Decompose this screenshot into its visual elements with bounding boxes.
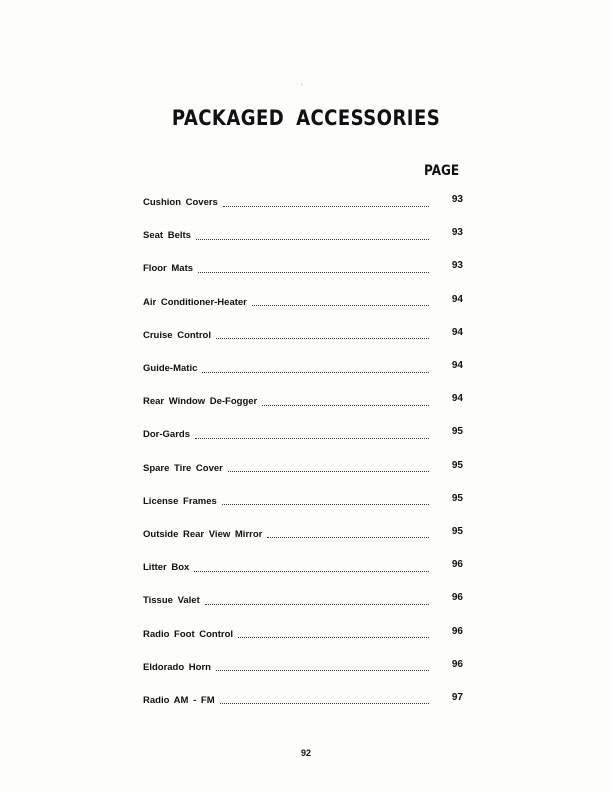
toc-entry-label: Cushion Covers: [143, 197, 218, 209]
toc-entry: [143, 452, 463, 485]
page-title: PACKAGED ACCESSORIES: [171, 106, 441, 130]
toc-entry-page: 94: [451, 326, 463, 338]
toc-entry-page: 94: [451, 393, 463, 405]
toc-entry: [143, 219, 463, 252]
table-of-contents: [143, 186, 463, 717]
toc-entry-label: Floor Mats: [143, 263, 194, 275]
toc-entry-label: Dor-Gards: [143, 429, 190, 441]
toc-entry: [143, 319, 463, 352]
toc-entry-label: License Frames: [143, 495, 217, 507]
toc-entry-page: 95: [451, 426, 463, 438]
toc-entry-page: 96: [451, 559, 463, 571]
toc-entry: [143, 286, 463, 319]
toc-entry: [143, 385, 463, 418]
toc-entry: [143, 684, 463, 717]
toc-entry-page: 95: [451, 525, 463, 537]
dot-leader: [262, 404, 429, 406]
toc-entry-label: Guide-Matic: [143, 363, 198, 375]
toc-entry-page: 93: [451, 227, 463, 239]
toc-entry-label: Outside Rear View Mirror: [143, 528, 263, 540]
page-column-header: PAGE: [424, 163, 460, 179]
dot-leader: [267, 536, 429, 538]
toc-entry: [143, 485, 463, 518]
toc-entry-page: 93: [451, 260, 463, 272]
dot-leader: [252, 304, 429, 306]
toc-entry-label: Spare Tire Cover: [143, 462, 223, 474]
toc-entry-label: Radio AM - FM: [143, 694, 215, 706]
dot-leader: [205, 603, 429, 605]
toc-entry-label: Seat Belts: [143, 230, 191, 242]
toc-entry-label: Tissue Valet: [143, 595, 200, 607]
dot-leader: [198, 271, 429, 273]
dot-leader: [195, 437, 429, 439]
dot-leader: [202, 371, 429, 373]
toc-entry: [143, 617, 463, 650]
toc-entry-label: Cruise Control: [143, 329, 211, 341]
scan-speck: [301, 84, 302, 85]
toc-entry-page: 94: [451, 293, 463, 305]
toc-entry-page: 93: [451, 194, 463, 206]
toc-entry-page: 97: [451, 691, 463, 703]
dot-leader: [238, 636, 429, 638]
toc-entry: [143, 252, 463, 285]
toc-entry-label: Radio Foot Control: [143, 628, 234, 640]
toc-entry: [143, 186, 463, 219]
toc-entry: [143, 551, 463, 584]
toc-entry: [143, 418, 463, 451]
toc-entry-page: 96: [451, 625, 463, 637]
dot-leader: [222, 503, 429, 505]
dot-leader: [228, 470, 429, 472]
toc-entry: [143, 584, 463, 617]
toc-entry-page: 96: [451, 658, 463, 670]
toc-entry: [143, 518, 463, 551]
dot-leader: [216, 337, 429, 339]
page-number: 92: [300, 748, 311, 758]
dot-leader: [194, 570, 429, 572]
dot-leader: [196, 238, 429, 240]
dot-leader: [223, 205, 429, 207]
dot-leader: [216, 669, 429, 671]
toc-entry-page: 96: [451, 592, 463, 604]
toc-entry-page: 95: [451, 459, 463, 471]
dot-leader: [220, 702, 429, 704]
toc-entry: [143, 352, 463, 385]
toc-entry-label: Litter Box: [143, 562, 190, 574]
toc-entry-label: Rear Window De-Fogger: [143, 396, 258, 408]
toc-entry-page: 94: [451, 360, 463, 372]
toc-entry-label: Air Conditioner-Heater: [143, 296, 247, 308]
toc-entry: [143, 651, 463, 684]
toc-entry-label: Eldorado Horn: [143, 661, 211, 673]
toc-entry-page: 95: [451, 492, 463, 504]
